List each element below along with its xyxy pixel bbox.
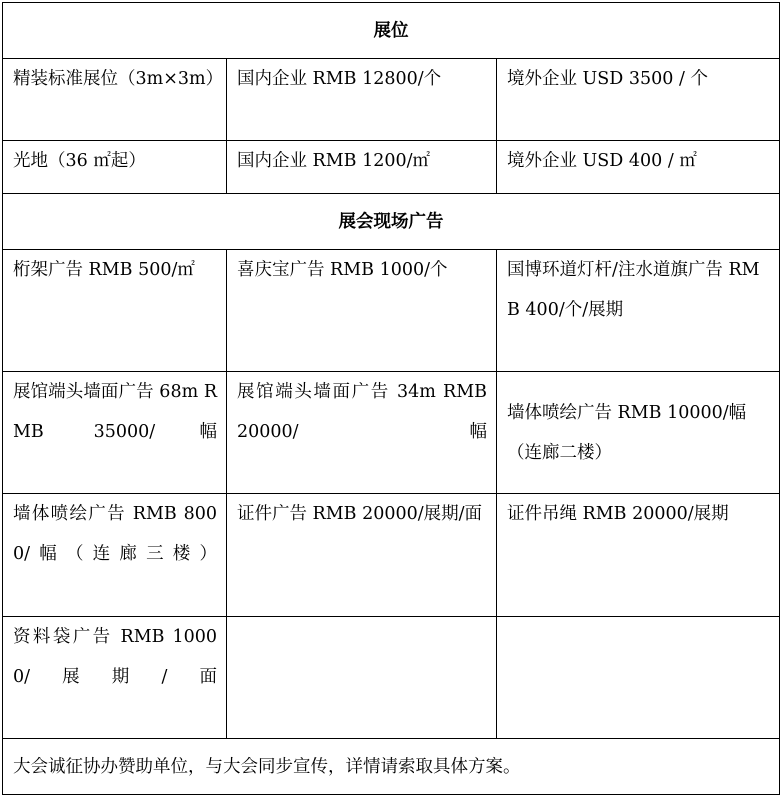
table-row xyxy=(3,59,780,141)
table-row xyxy=(3,141,780,194)
onsite-ads-section-title: 展会现场广告 xyxy=(3,194,780,250)
booth-section-header-row xyxy=(3,3,780,59)
table-cell xyxy=(497,617,780,739)
table-cell xyxy=(227,617,497,739)
footer-note: 大会诚征协办赞助单位，与大会同步宣传，详情请索取具体方案。 xyxy=(3,739,780,795)
footer-row xyxy=(3,739,780,795)
table-cell: 国博环道灯杆/注水道旗广告 RMB 400/个/展期 xyxy=(497,250,780,372)
table-cell: 境外企业 USD 3500 / 个 xyxy=(497,59,780,141)
table-cell: 光地（36 ㎡起） xyxy=(3,141,227,194)
table-cell: 国内企业 RMB 1200/㎡ xyxy=(227,141,497,194)
table-row xyxy=(3,617,780,739)
table-row xyxy=(3,372,780,494)
table-cell: 证件吊绳 RMB 20000/展期 xyxy=(497,494,780,617)
table-cell: 桁架广告 RMB 500/㎡ xyxy=(3,250,227,372)
table-cell: 墙体喷绘广告 RMB 8000/幅（连廊三楼） xyxy=(3,494,227,617)
table-cell: 展馆端头墙面广告 34m RMB 20000/幅 xyxy=(227,372,497,494)
table-cell: 境外企业 USD 400 / ㎡ xyxy=(497,141,780,194)
pricing-table xyxy=(2,2,780,795)
booth-section-title: 展位 xyxy=(3,3,780,59)
table-cell: 喜庆宝广告 RMB 1000/个 xyxy=(227,250,497,372)
onsite-ads-section-header-row xyxy=(3,194,780,250)
table-cell: 国内企业 RMB 12800/个 xyxy=(227,59,497,141)
table-cell: 证件广告 RMB 20000/展期/面 xyxy=(227,494,497,617)
table-cell: 展馆端头墙面广告 68m RMB 35000/幅 xyxy=(3,372,227,494)
table-cell: 精装标准展位（3m×3m） xyxy=(3,59,227,141)
table-row xyxy=(3,494,780,617)
table-row xyxy=(3,250,780,372)
table-cell: 墙体喷绘广告 RMB 10000/幅（连廊二楼） xyxy=(497,372,780,494)
table-cell: 资料袋广告 RMB 10000/展期/面 xyxy=(3,617,227,739)
